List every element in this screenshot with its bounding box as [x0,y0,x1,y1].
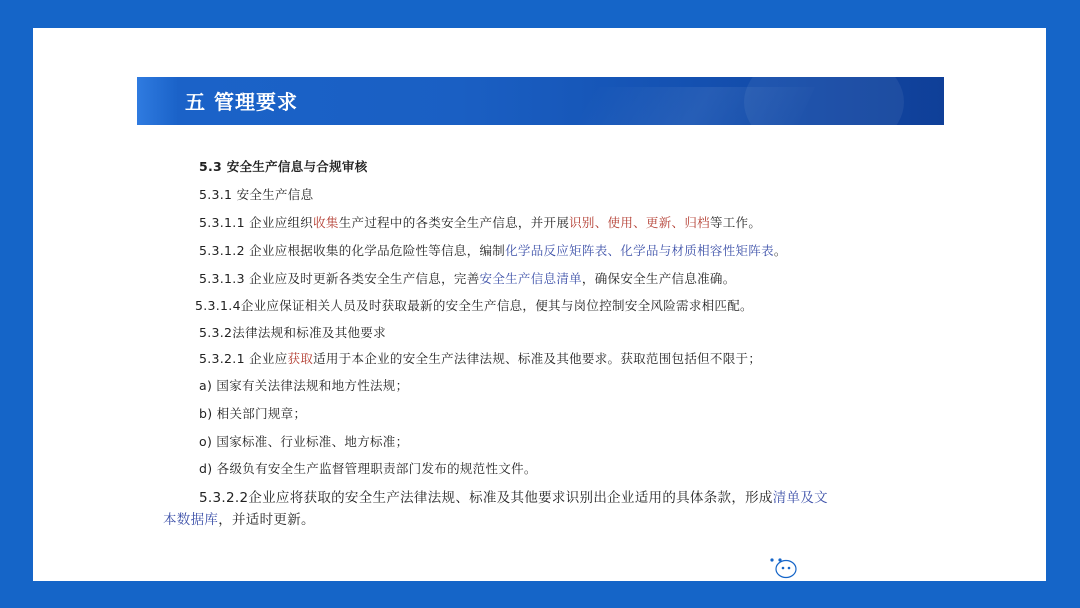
banner-stripe [137,77,177,125]
banner-decoration [553,87,815,125]
list-item-a: a) 国家有关法律法规和地方性法规； [199,378,409,393]
text: 5.3.2.1 企业应 [199,351,288,366]
text: 5.3.1.2 企业应根据收集的化学品危险性等信息，编制 [199,243,506,258]
highlight-text: 识别、使用、更新、归档 [569,215,710,230]
text: 等工作。 [709,215,762,230]
heading-5-3-1: 5.3.1 安全生产信息 [199,187,314,202]
wechat-icon [762,550,798,580]
clause-5-3-2-2-cont [163,508,315,528]
clause-5-3-1-3 [199,269,736,287]
text: 5.3.1.3 企业应及时更新各类安全生产信息，完善 [199,271,480,286]
heading-5-3: 5.3 安全生产信息与合规审核 [199,159,368,174]
text: 生产过程中的各类安全生产信息，并开展 [338,215,570,230]
list-item-c: o) 国家标准、行业标准、地方标准； [199,434,409,449]
highlight-text: 本数据库 [163,512,219,528]
text: 适用于本企业的安全生产法律法规、标准及其他要求。获取范围包括但不限于； [313,351,762,366]
text: 5.3.1.1 企业应组织 [199,215,314,230]
text: ，确保安全生产信息准确。 [581,271,736,286]
text: ，并适时更新。 [218,512,315,528]
highlight-text: 化学品反应矩阵表、化学品与材质相容性矩阵表 [505,243,774,258]
list-item-b: b) 相关部门规章； [199,406,307,421]
list-item-d: d) 各级负有安全生产监督管理职责部门发布的规范性文件。 [199,461,537,476]
highlight-text: 清单及文 [772,490,828,506]
clause-5-3-2-2 [199,486,828,506]
watermark [762,548,982,582]
clause-5-3-2-1 [199,349,761,367]
section-title: 五 管理要求 [185,90,298,114]
slide [33,28,1046,581]
section-banner [137,77,944,125]
clause-5-3-1-1 [199,213,761,231]
highlight-text: 获取 [287,351,314,366]
highlight-text: 安全生产信息清单 [479,271,582,286]
highlight-text: 收集 [313,215,339,230]
text: 。 [773,243,787,258]
clause-5-3-1-2 [199,241,787,259]
clause-5-3-1-4: 5.3.1.4企业应保证相关人员及时获取最新的安全生产信息，便其与岗位控制安全风险需求相匹配。 [195,298,753,313]
text: 5.3.2.2企业应将获取的安全生产法律法规、标准及其他要求识别出企业适用的具体条款，形成 [199,490,773,506]
watermark-text: 公众号 · ABC安全 [806,554,983,580]
heading-5-3-2: 5.3.2法律法规和标准及其他要求 [199,325,386,340]
